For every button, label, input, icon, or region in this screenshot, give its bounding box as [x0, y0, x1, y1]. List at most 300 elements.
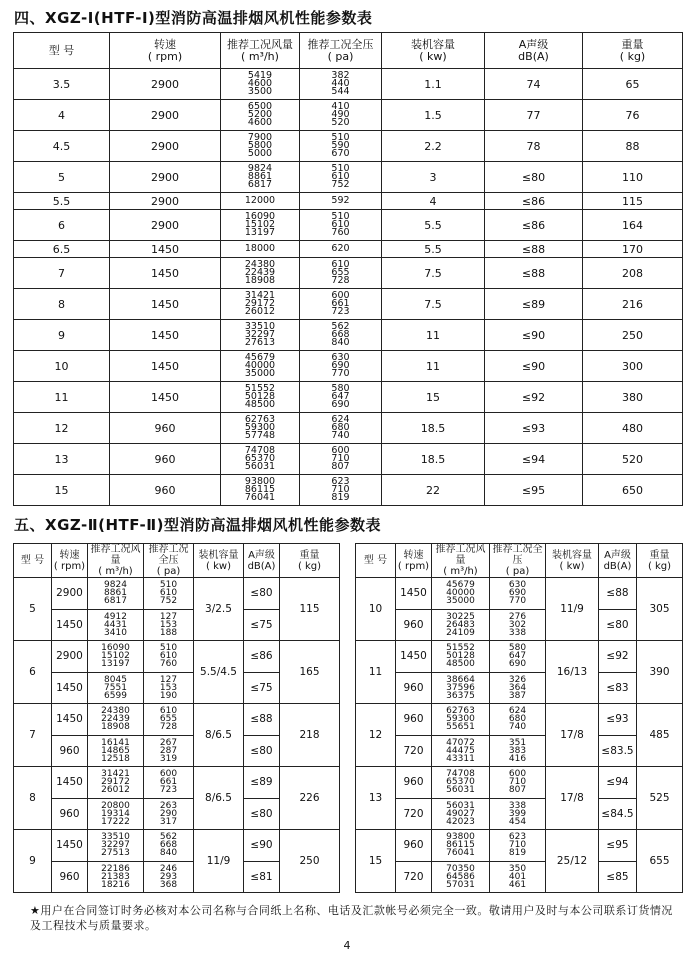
value-line: 610 [159, 706, 178, 717]
weight-cell: 380 [583, 382, 683, 413]
header-line: 装机容量 [411, 37, 455, 51]
power-cell: 17/8 [546, 704, 599, 767]
value-line: 655 [331, 267, 350, 278]
header-line: dB(A) [603, 560, 632, 572]
flow-cell [221, 413, 300, 444]
value-line: 752 [331, 179, 350, 190]
value-line: 302 [508, 619, 527, 630]
value-line: 461 [508, 879, 527, 890]
pressure-cell [490, 641, 546, 673]
value-line: 246 [159, 863, 178, 874]
noise-cell: ≤80 [244, 798, 280, 830]
header-line: 转速 [403, 549, 424, 561]
flow-cell [88, 609, 144, 641]
value-line: 267 [159, 737, 178, 748]
value-line: 723 [331, 306, 350, 317]
value-line: 24109 [446, 627, 475, 638]
flow-cell [221, 162, 300, 193]
value-line: 9824 [247, 163, 273, 174]
header-line: 重量 [299, 549, 320, 561]
value-line: 690 [331, 360, 350, 371]
value-line: 620 [331, 243, 350, 254]
noise-cell: 74 [485, 69, 583, 100]
table-row [14, 320, 683, 351]
value-line: 24380 [101, 706, 130, 717]
header-line: ( m³/h) [241, 49, 279, 63]
value-line: 690 [508, 588, 527, 599]
xgz2-performance-table-left [13, 543, 340, 893]
value-line: 387 [508, 690, 527, 701]
value-line: 27613 [244, 337, 276, 348]
value-line: 16090 [101, 643, 130, 654]
header-speed [396, 544, 432, 578]
value-line: 670 [331, 148, 350, 159]
header-power [546, 544, 599, 578]
pressure-cell [144, 609, 194, 641]
table-row [14, 444, 683, 475]
model-cell: 9 [14, 830, 52, 893]
weight-cell: 650 [583, 475, 683, 506]
model-cell: 8 [14, 767, 52, 830]
value-line: 710 [508, 777, 527, 788]
value-line: 93800 [244, 476, 276, 487]
value-line: 351 [508, 737, 527, 748]
value-line: 62763 [446, 706, 475, 717]
value-line: 9824 [104, 580, 127, 591]
speed-cell: 2900 [110, 100, 221, 131]
noise-cell: ≤92 [485, 382, 583, 413]
value-line: 610 [331, 171, 350, 182]
model-cell: 4 [14, 100, 110, 131]
value-line: 4600 [247, 78, 273, 89]
value-line: 490 [331, 109, 350, 120]
value-line: 710 [331, 484, 350, 495]
flow-cell [221, 193, 300, 210]
value-line: 76041 [446, 848, 475, 859]
value-line: 600 [159, 769, 178, 780]
value-line: 12518 [101, 753, 130, 764]
header-line: 推荐工况全压 [492, 544, 543, 566]
header-speed [52, 544, 88, 578]
pressure-cell [300, 69, 382, 100]
header-line: ( rpm) [53, 560, 86, 572]
value-line: 293 [159, 871, 178, 882]
power-cell: 7.5 [382, 258, 485, 289]
noise-cell: ≤80 [599, 609, 637, 641]
header-line: 转速 [154, 37, 176, 51]
value-line: 760 [331, 227, 350, 238]
header-weight [280, 544, 340, 578]
value-line: 740 [331, 430, 350, 441]
speed-cell: 1450 [110, 289, 221, 320]
header-line: ( pa) [505, 566, 530, 577]
value-line: 647 [508, 651, 527, 662]
value-line: 70350 [446, 863, 475, 874]
value-line: 680 [508, 714, 527, 725]
value-line: 6500 [247, 101, 273, 112]
value-line: 19314 [101, 808, 130, 819]
flow-cell [88, 830, 144, 862]
value-line: 510 [331, 163, 350, 174]
power-cell: 5.5 [382, 210, 485, 241]
pressure-cell [144, 861, 194, 893]
value-line: 7900 [247, 132, 273, 143]
value-line: 610 [331, 259, 350, 270]
table-row [14, 413, 683, 444]
noise-cell: ≤94 [485, 444, 583, 475]
pressure-cell [300, 258, 382, 289]
table-row [356, 641, 683, 673]
value-line: 454 [508, 816, 527, 827]
power-cell: 3 [382, 162, 485, 193]
value-line: 840 [159, 848, 178, 859]
value-line: 319 [159, 753, 178, 764]
value-line: 510 [159, 643, 178, 654]
value-line: 188 [159, 627, 178, 638]
noise-cell: ≤90 [485, 320, 583, 351]
value-line: 590 [331, 140, 350, 151]
flow-cell [221, 210, 300, 241]
power-cell: 16/13 [546, 641, 599, 704]
pressure-cell [144, 767, 194, 799]
value-line: 93800 [446, 832, 475, 843]
value-line: 35000 [446, 596, 475, 607]
value-line: 33510 [244, 321, 276, 332]
flow-cell [221, 351, 300, 382]
power-cell: 1.1 [382, 69, 485, 100]
speed-cell: 720 [396, 861, 432, 893]
table-row [14, 289, 683, 320]
flow-cell [432, 641, 490, 673]
page-number: 4 [343, 939, 351, 952]
header-line: ( pa) [156, 566, 181, 577]
weight-cell: 208 [583, 258, 683, 289]
power-cell: 22 [382, 475, 485, 506]
power-cell: 15 [382, 382, 485, 413]
weight-cell: 655 [637, 830, 683, 893]
flow-cell [88, 798, 144, 830]
speed-cell: 2900 [110, 193, 221, 210]
weight-cell: 250 [583, 320, 683, 351]
value-line: 770 [331, 368, 350, 379]
weight-cell: 170 [583, 241, 683, 258]
pressure-cell [144, 704, 194, 736]
speed-cell: 2900 [110, 210, 221, 241]
value-line: 840 [331, 337, 350, 348]
pressure-cell [300, 100, 382, 131]
speed-cell: 960 [396, 609, 432, 641]
flow-cell [221, 475, 300, 506]
model-cell: 15 [356, 830, 396, 893]
value-line: 16141 [101, 737, 130, 748]
value-line: 45679 [244, 352, 276, 363]
noise-cell: 78 [485, 131, 583, 162]
value-line: 416 [508, 753, 527, 764]
header-flow [221, 33, 300, 69]
header-power [194, 544, 244, 578]
table-row [14, 578, 340, 610]
model-cell: 5 [14, 578, 52, 641]
speed-cell: 2900 [52, 641, 88, 673]
power-cell: 17/8 [546, 767, 599, 830]
table-row [14, 100, 683, 131]
weight-cell: 480 [583, 413, 683, 444]
value-line: 610 [331, 219, 350, 230]
speed-cell: 1450 [396, 641, 432, 673]
noise-cell: ≤80 [485, 162, 583, 193]
model-cell: 10 [14, 351, 110, 382]
power-cell: 4 [382, 193, 485, 210]
value-line: 86115 [244, 484, 276, 495]
value-line: 31421 [101, 769, 130, 780]
value-line: 18908 [244, 275, 276, 286]
value-line: 24380 [244, 259, 276, 270]
value-line: 668 [331, 329, 350, 340]
power-cell: 3/2.5 [194, 578, 244, 641]
speed-cell: 1450 [52, 609, 88, 641]
value-line: 600 [508, 769, 527, 780]
noise-cell: 77 [485, 100, 583, 131]
value-line: 610 [159, 588, 178, 599]
power-cell: 11/9 [546, 578, 599, 641]
table1-header-row [14, 33, 683, 69]
pressure-cell [490, 830, 546, 862]
model-cell: 7 [14, 704, 52, 767]
value-line: 510 [331, 211, 350, 222]
value-line: 153 [159, 619, 178, 630]
speed-cell: 960 [396, 767, 432, 799]
pressure-cell [490, 578, 546, 610]
power-cell: 1.5 [382, 100, 485, 131]
power-cell: 7.5 [382, 289, 485, 320]
power-cell: 25/12 [546, 830, 599, 893]
value-line: 74708 [446, 769, 475, 780]
weight-cell: 65 [583, 69, 683, 100]
header-line: 型 号 [48, 43, 75, 57]
value-line: 401 [508, 871, 527, 882]
flow-cell [88, 861, 144, 893]
weight-cell: 110 [583, 162, 683, 193]
table-row [356, 830, 683, 862]
noise-cell: ≤88 [485, 258, 583, 289]
value-line: 710 [508, 840, 527, 851]
header-line: ( pa) [327, 49, 354, 63]
value-line: 276 [508, 611, 527, 622]
model-cell: 5.5 [14, 193, 110, 210]
value-line: 43311 [446, 753, 475, 764]
weight-cell: 76 [583, 100, 683, 131]
noise-cell: ≤90 [485, 351, 583, 382]
speed-cell: 720 [396, 798, 432, 830]
speed-cell: 960 [396, 830, 432, 862]
model-cell: 6 [14, 641, 52, 704]
weight-cell: 115 [583, 193, 683, 210]
header-line: 装机容量 [552, 549, 592, 561]
value-line: 350 [508, 863, 527, 874]
header-noise [485, 33, 583, 69]
value-line: 728 [331, 275, 350, 286]
value-line: 520 [331, 117, 350, 128]
value-line: 680 [331, 422, 350, 433]
model-cell: 7 [14, 258, 110, 289]
table2-right-header-row [356, 544, 683, 578]
noise-cell: ≤95 [599, 830, 637, 862]
header-line: ( kw) [206, 560, 231, 572]
pressure-cell [300, 131, 382, 162]
table-row [14, 382, 683, 413]
weight-cell: 250 [280, 830, 340, 893]
noise-cell: ≤90 [244, 830, 280, 862]
value-line: 45679 [446, 580, 475, 591]
pressure-cell [300, 444, 382, 475]
flow-cell [221, 69, 300, 100]
flow-cell [221, 320, 300, 351]
model-cell: 11 [356, 641, 396, 704]
value-line: 290 [159, 808, 178, 819]
pressure-cell [490, 609, 546, 641]
value-line: 5200 [247, 109, 273, 120]
value-line: 14865 [101, 745, 130, 756]
noise-cell: ≤92 [599, 641, 637, 673]
table2-left-header-row [14, 544, 340, 578]
header-pressure [144, 544, 194, 578]
flow-cell [432, 798, 490, 830]
table-row [356, 861, 683, 893]
header-line: ( kg) [297, 560, 322, 572]
value-line: 18908 [101, 722, 130, 733]
value-line: 544 [331, 86, 350, 97]
pressure-cell [300, 241, 382, 258]
pressure-cell [490, 861, 546, 893]
value-line: 624 [331, 414, 350, 425]
speed-cell: 2900 [110, 69, 221, 100]
xgz2-performance-table-right [355, 543, 683, 893]
value-line: 655 [159, 714, 178, 725]
value-line: 35000 [244, 368, 276, 379]
power-cell: 8/6.5 [194, 704, 244, 767]
value-line: 368 [159, 879, 178, 890]
value-line: 65370 [244, 453, 276, 464]
power-cell: 11 [382, 351, 485, 382]
weight-cell: 164 [583, 210, 683, 241]
value-line: 600 [331, 290, 350, 301]
value-line: 33510 [101, 832, 130, 843]
header-flow [432, 544, 490, 578]
value-line: 56031 [446, 785, 475, 796]
power-cell: 18.5 [382, 444, 485, 475]
speed-cell: 1450 [52, 704, 88, 736]
speed-cell: 720 [396, 735, 432, 767]
value-line: 383 [508, 745, 527, 756]
table-row [14, 162, 683, 193]
model-cell: 15 [14, 475, 110, 506]
pressure-cell [490, 798, 546, 830]
value-line: 190 [159, 690, 178, 701]
power-cell: 5.5/4.5 [194, 641, 244, 704]
value-line: 600 [331, 445, 350, 456]
value-line: 819 [331, 492, 350, 503]
noise-cell: ≤86 [244, 641, 280, 673]
power-cell: 11 [382, 320, 485, 351]
table-row [356, 578, 683, 610]
value-line: 4912 [104, 611, 127, 622]
noise-cell: ≤88 [485, 241, 583, 258]
value-line: 807 [508, 785, 527, 796]
value-line: 661 [331, 298, 350, 309]
header-model [14, 544, 52, 578]
value-line: 65370 [446, 777, 475, 788]
pressure-cell [144, 830, 194, 862]
value-line: 338 [508, 800, 527, 811]
value-line: 624 [508, 706, 527, 717]
header-line: ( rpm) [397, 560, 430, 572]
value-line: 3410 [104, 627, 127, 638]
header-line: dB(A) [518, 49, 549, 63]
table-row [14, 475, 683, 506]
pressure-cell [490, 735, 546, 767]
header-line: ( kw) [559, 560, 585, 572]
value-line: 728 [159, 722, 178, 733]
speed-cell: 1450 [52, 830, 88, 862]
speed-cell: 960 [52, 798, 88, 830]
header-noise [599, 544, 637, 578]
value-line: 263 [159, 800, 178, 811]
noise-cell: ≤75 [244, 609, 280, 641]
value-line: 410 [331, 101, 350, 112]
value-line: 807 [331, 461, 350, 472]
value-line: 399 [508, 808, 527, 819]
value-line: 56031 [244, 461, 276, 472]
header-pressure [490, 544, 546, 578]
value-line: 562 [159, 832, 178, 843]
value-line: 44475 [446, 745, 475, 756]
value-line: 86115 [446, 840, 475, 851]
value-line: 610 [159, 651, 178, 662]
value-line: 22439 [101, 714, 130, 725]
value-line: 26483 [446, 619, 475, 630]
value-line: 59300 [446, 714, 475, 725]
header-line: ( rpm) [147, 49, 183, 63]
flow-cell [221, 100, 300, 131]
table-row [14, 258, 683, 289]
header-line: 推荐工况全压 [148, 544, 189, 566]
power-cell: 5.5 [382, 241, 485, 258]
value-line: 127 [159, 611, 178, 622]
flow-cell [432, 735, 490, 767]
pressure-cell [144, 798, 194, 830]
weight-cell: 390 [637, 641, 683, 704]
value-line: 22186 [101, 863, 130, 874]
header-speed [110, 33, 221, 69]
speed-cell: 2900 [52, 578, 88, 610]
weight-cell: 226 [280, 767, 340, 830]
model-cell: 12 [356, 704, 396, 767]
flow-cell [432, 609, 490, 641]
value-line: 18000 [244, 243, 276, 254]
flow-cell [432, 861, 490, 893]
weight-cell: 216 [583, 289, 683, 320]
value-line: 13197 [244, 227, 276, 238]
header-noise [244, 544, 280, 578]
value-line: 57748 [244, 430, 276, 441]
header-line: ( kw) [419, 49, 447, 63]
speed-cell: 1450 [110, 241, 221, 258]
value-line: 32297 [101, 840, 130, 851]
header-flow [88, 544, 144, 578]
noise-cell: ≤80 [244, 735, 280, 767]
model-cell: 9 [14, 320, 110, 351]
value-line: 580 [331, 383, 350, 394]
